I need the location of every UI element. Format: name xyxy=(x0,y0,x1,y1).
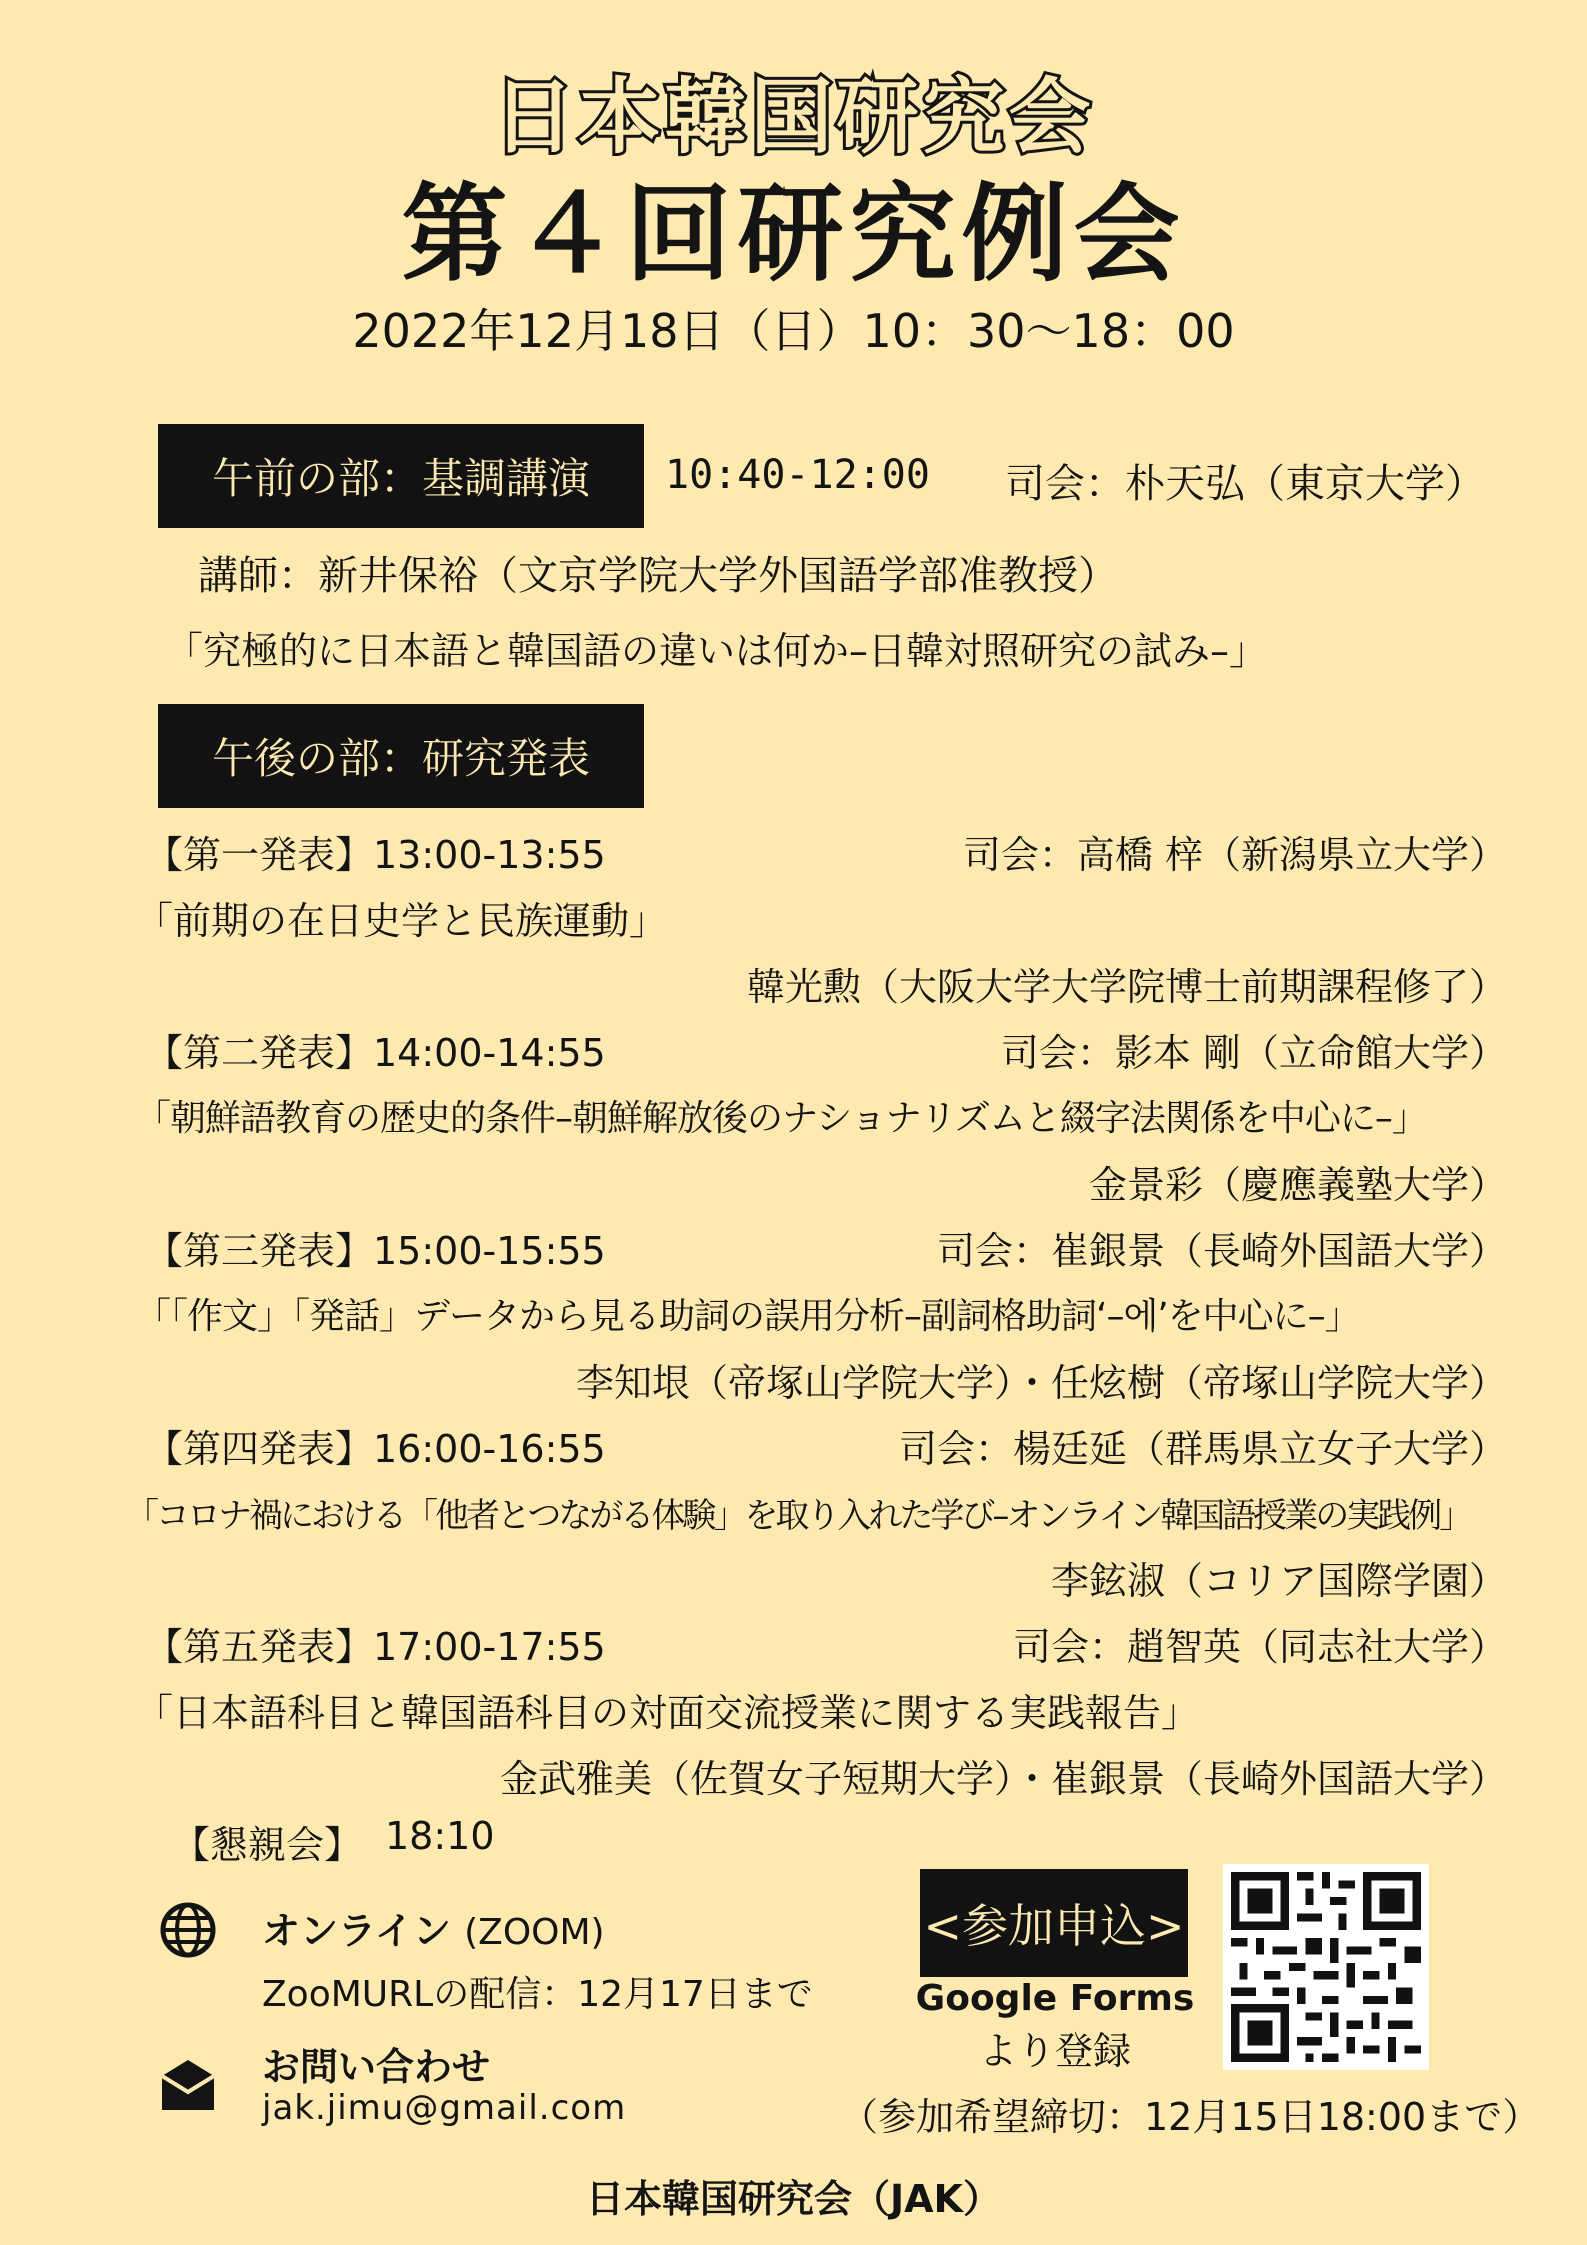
morning-moderator: 司会：朴天弘（東京大学） xyxy=(1005,461,1485,507)
presentation-2-label: 【第二発表】14:00-14:55 xyxy=(145,1031,606,1075)
presentation-4-title: 「コロナ禍における「他者とつながる体験」を取り入れた学び–オンライン韓国語授業の実践例」 xyxy=(125,1496,1471,1536)
presentation-5-title: 「日本語科目と韓国語科目の対面交流授業に関する実践報告」 xyxy=(135,1691,1200,1735)
presentation-1-title: 「前期の在日史学と民族運動」 xyxy=(135,899,668,943)
presentation-4-moderator: 司会：楊廷延（群馬県立女子大学） xyxy=(898,1427,1507,1471)
presentation-4-label: 【第四発表】16:00-16:55 xyxy=(145,1427,606,1471)
presentation-5-label: 【第五発表】17:00-17:55 xyxy=(145,1625,606,1669)
contact-title: お問い合わせ xyxy=(262,2045,491,2089)
presentation-3-label: 【第三発表】15:00-15:55 xyxy=(145,1229,606,1273)
presentation-3-moderator: 司会：崔銀景（長崎外国語大学） xyxy=(936,1229,1507,1273)
presentation-1-label: 【第一発表】13:00-13:55 xyxy=(145,833,606,877)
signup-qr-code[interactable] xyxy=(1223,1864,1429,2070)
afternoon-session-badge: 午後の部：研究発表 xyxy=(158,704,644,808)
footer-org: 日本韓国研究会（JAK） xyxy=(586,2177,1001,2221)
presentation-5-moderator: 司会：趙智英（同志社大学） xyxy=(1012,1625,1507,1669)
presentation-2-moderator: 司会：影本 剛（立命館大学） xyxy=(1000,1031,1507,1075)
presentation-3-presenter: 李知垠（帝塚山学院大学）・任炫樹（帝塚山学院大学） xyxy=(575,1361,1507,1405)
morning-time: 10:40-12:00 xyxy=(665,452,930,498)
social-label: 【懇親会】 xyxy=(172,1823,363,1867)
signup-deadline: （参加希望締切：12月15日18:00まで） xyxy=(840,2095,1541,2139)
meeting-datetime: 2022年12月18日（日）10：30〜18：00 xyxy=(352,304,1235,358)
presentation-3-title: 「「作文」「発話」データから見る助詞の誤用分析–副詞格助詞‘–에’を中心に–」 xyxy=(135,1296,1360,1337)
presentation-2-presenter: 金景彩（慶應義塾大学） xyxy=(1088,1163,1507,1207)
presentation-1-moderator: 司会：高橋 梓（新潟県立大学） xyxy=(962,833,1507,877)
contact-email[interactable]: jak.jimu@gmail.com xyxy=(262,2088,627,2128)
presentation-5-presenter: 金武雅美（佐賀女子短期大学）・崔銀景（長崎外国語大学） xyxy=(499,1757,1507,1801)
globe-icon xyxy=(158,1900,218,1960)
morning-session-badge: 午前の部：基調講演 xyxy=(158,424,644,528)
presentation-4-presenter: 李鉉淑（コリア国際学園） xyxy=(1050,1559,1507,1603)
social-time: 18:10 xyxy=(385,1814,495,1858)
presentation-1-presenter: 韓光勲（大阪大学大学院博士前期課程修了） xyxy=(746,965,1507,1009)
keynote-lecturer: 講師：新井保裕（文京学院大学外国語学部准教授） xyxy=(198,553,1118,599)
meeting-title: 第４回研究例会 xyxy=(401,173,1186,296)
zoom-url-note: ZooMURLの配信：12月17日まで xyxy=(262,1974,813,2015)
keynote-topic: 「究極的に日本語と韓国語の違いは何か–日韓対照研究の試み–」 xyxy=(165,629,1268,673)
online-platform: (ZOOM) xyxy=(464,1912,605,1953)
google-forms-label: Google Forms xyxy=(915,1978,1195,2019)
envelope-icon xyxy=(158,2054,218,2114)
signup-note: より登録 xyxy=(978,2029,1131,2073)
presentation-2-title: 「朝鮮語教育の歴史的条件–朝鮮解放後のナショナリズムと綴字法関係を中心に–」 xyxy=(135,1098,1427,1139)
org-title: 日本韓国研究会 xyxy=(492,70,1095,165)
signup-button[interactable]: <参加申込> xyxy=(920,1869,1188,1977)
online-title: オンライン (ZOOM) xyxy=(262,1909,605,1953)
